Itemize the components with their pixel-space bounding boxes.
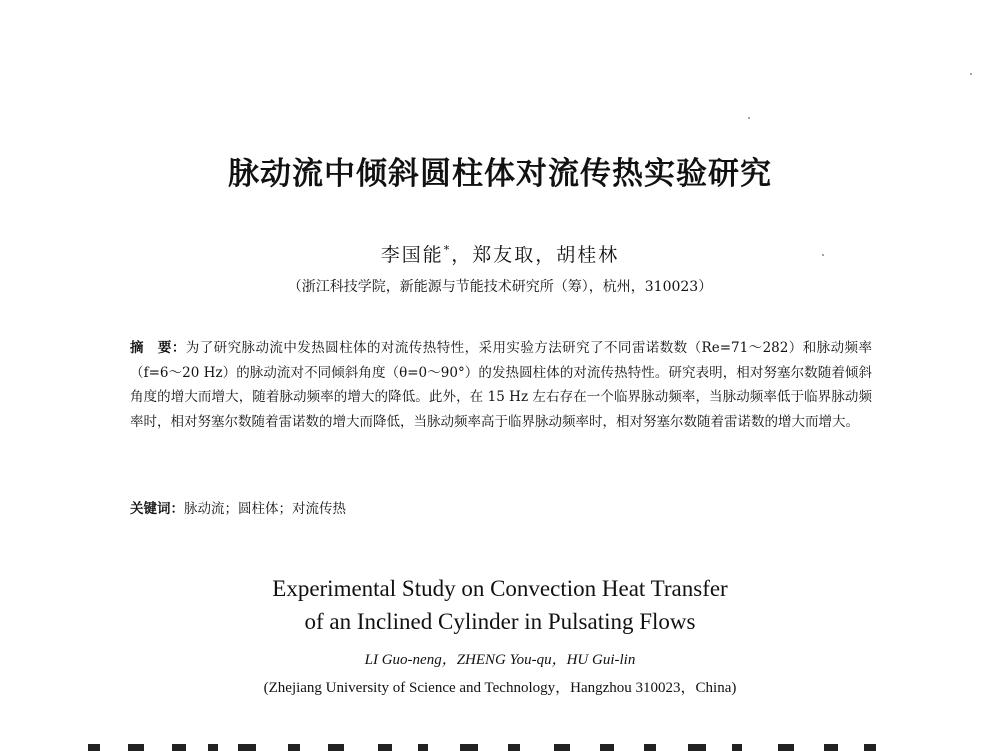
english-title-line-1: Experimental Study on Convection Heat Transfer [272,576,728,601]
chinese-title: 脉动流中倾斜圆柱体对流传热实验研究 [228,156,772,192]
abstract-label: 摘 要： [130,340,186,356]
scan-speck [970,73,972,75]
abstract-text: 为了研究脉动流中发热圆柱体的对流传热特性，采用实验方法研究了不同雷诺数数（Re=71～282）和脉动频率（f=6～20 Hz）的脉动流对不同倾斜角度（θ=0～90°）的发热圆柱体的对流传热特性。研究表明，相对努塞尔数随着倾斜角度的增大而增大，随着脉动频率的增大的降低。此外，在 15 Hz 左右存在一个临界脉动频率，当脉动频率低于临界脉动频率时，相对努塞尔数随着雷诺数的增大而降低，当脉动频率高于临界脉动频率时，相对努塞尔数随着雷诺数的增大而增大。 [130,340,872,430]
english-title-line-2: of an Inclined Cylinder in Pulsating Flows [304,609,696,634]
corresponding-mark: * [443,243,452,257]
scan-speck [748,117,750,119]
first-author: 李国能 [380,244,444,266]
keywords-text: 脉动流；圆柱体；对流传热 [184,501,346,517]
scan-speck [822,254,824,256]
chinese-keywords [130,497,872,521]
chinese-abstract [130,336,872,434]
english-authors: LI Guo-neng，ZHENG You-qu，HU Gui-lin [364,652,636,668]
keywords-label: 关键词： [130,501,184,517]
cut-off-text-line [88,738,888,751]
english-affiliation: (Zhejiang University of Science and Technology，Hangzhou 310023，China) [263,680,737,696]
chinese-affiliation: （浙江科技学院，新能源与节能技术研究所（筹），杭州，310023） [287,279,713,295]
chinese-authors [0,240,1000,267]
other-authors: ，郑友取，胡桂林 [451,244,620,266]
english-title [0,572,1000,638]
